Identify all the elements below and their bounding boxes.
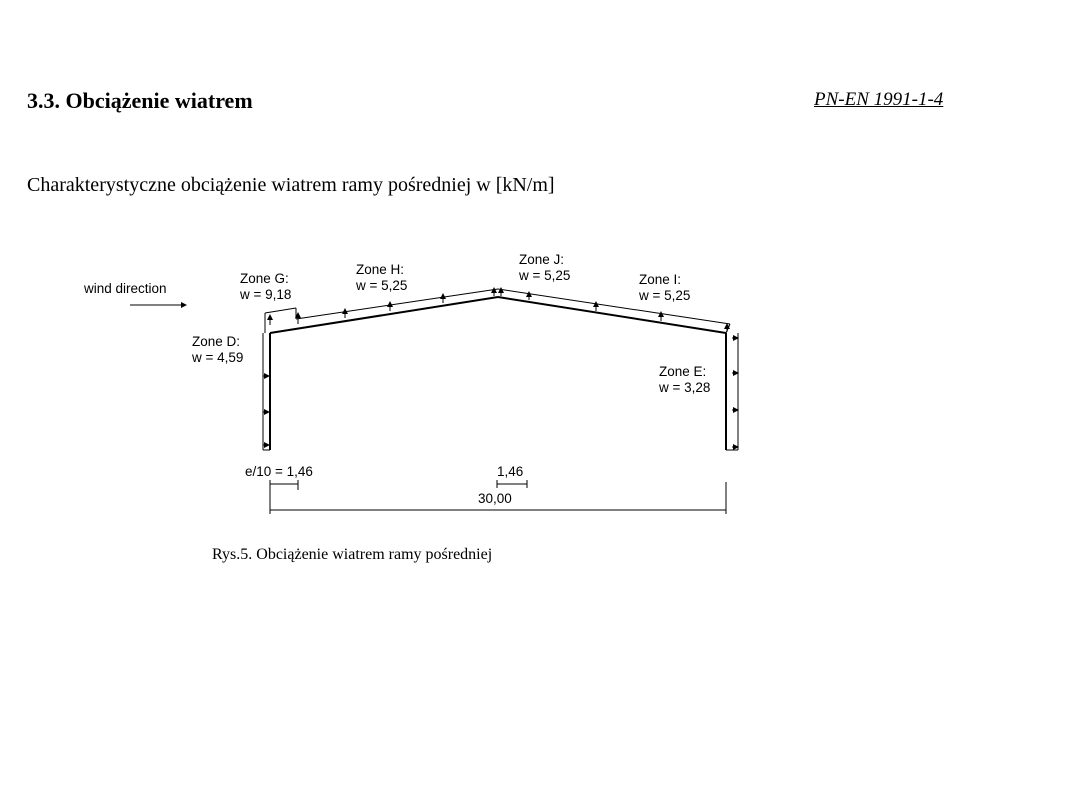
figure-caption: Rys.5. Obciążenie wiatrem ramy pośredniej <box>212 546 493 563</box>
zone-d-value: w = 4,59 <box>192 350 244 365</box>
standard-reference: PN-EN 1991-1-4 <box>814 89 944 110</box>
ridge-dimension-label: 1,46 <box>497 464 524 479</box>
zone-g-name: Zone G: <box>240 271 289 286</box>
edge-dimension-label: e/10 = 1,46 <box>245 464 313 479</box>
span-dimension-label: 30,00 <box>478 491 512 506</box>
zone-h-name: Zone H: <box>356 262 405 277</box>
zone-j-value: w = 5,25 <box>519 268 571 283</box>
zone-i-value: w = 5,25 <box>639 288 691 303</box>
wind-direction-label: wind direction <box>84 281 167 296</box>
zone-j-name: Zone J: <box>519 252 565 267</box>
zone-e-value: w = 3,28 <box>659 380 711 395</box>
zone-g-value: w = 9,18 <box>240 287 292 302</box>
zone-i-name: Zone I: <box>639 272 682 287</box>
zone-e-name: Zone E: <box>659 364 707 379</box>
zone-h-value: w = 5,25 <box>356 278 408 293</box>
zone-d-name: Zone D: <box>192 334 241 349</box>
portal-frame <box>270 297 726 450</box>
section-heading: 3.3. Obciążenie wiatrem <box>27 88 253 113</box>
intro-text: Charakterystyczne obciążenie wiatrem ramy pośredniej w [kN/m] <box>27 174 555 196</box>
